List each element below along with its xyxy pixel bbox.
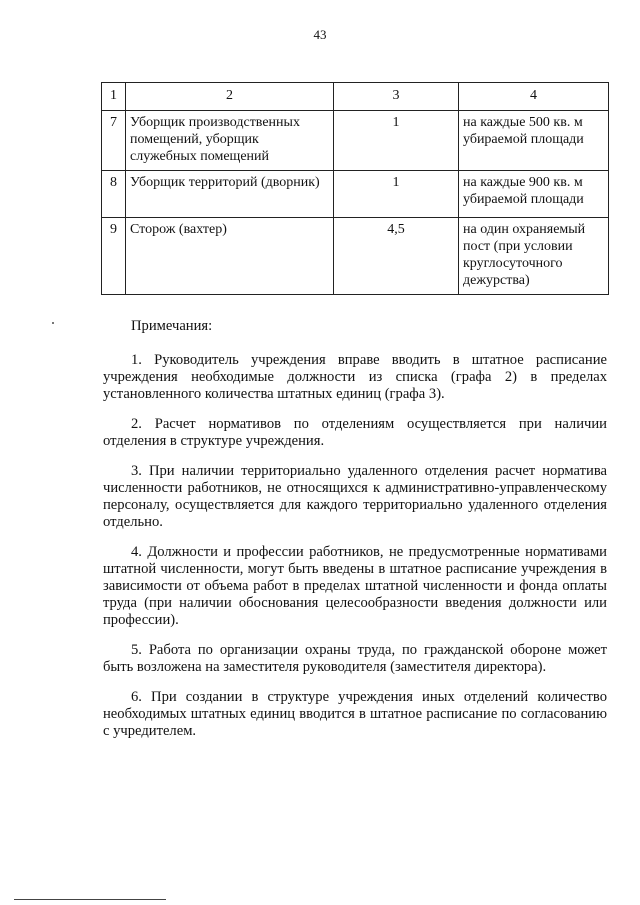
scan-speck — [52, 322, 54, 324]
note-item: 1. Руководитель учреждения вправе вводить в штатное расписание учреждения необходимые должности из списка (графа 2) в пределах установленного количества штатных единиц (графа 3). — [103, 352, 607, 402]
table-header-row — [102, 83, 609, 111]
position-name: Уборщик производственных помещений, уборщик служебных помещений — [126, 111, 334, 171]
staff-count: 1 — [334, 111, 459, 171]
footnote-separator — [14, 899, 166, 900]
position-name: Уборщик территорий (дворник) — [126, 171, 334, 218]
table-row — [102, 218, 609, 295]
note-item: 6. При создании в структуре учреждения иных отделений количество необходимых штатных единиц вводится в штатное расписание по согласованию с учредителем. — [103, 689, 607, 739]
column-header: 4 — [459, 83, 609, 111]
row-number: 8 — [102, 171, 126, 218]
column-header: 2 — [126, 83, 334, 111]
norm-basis: на каждые 900 кв. м убираемой площади — [459, 171, 609, 218]
staff-count: 1 — [334, 171, 459, 218]
norm-basis: на один охраняемый пост (при условии круглосуточного дежурства) — [459, 218, 609, 295]
table-row — [102, 111, 609, 171]
position-name: Сторож (вахтер) — [126, 218, 334, 295]
staff-count: 4,5 — [334, 218, 459, 295]
note-item: 5. Работа по организации охраны труда, по гражданской обороне может быть возложена на заместителя руководителя (заместителя директора). — [103, 642, 607, 675]
table-row — [102, 171, 609, 218]
column-header: 3 — [334, 83, 459, 111]
column-header: 1 — [102, 83, 126, 111]
notes-heading: Примечания: — [131, 318, 213, 334]
note-item: 4. Должности и профессии работников, не предусмотренные нормативами штатной численности, могут быть введены в штатное расписание учреждения в зависимости от объема работ в пределах штатной численности и фонда оплаты труда (при наличии обоснования целесообразности введения должности или профессии). — [103, 544, 607, 628]
row-number: 9 — [102, 218, 126, 295]
note-item: 3. При наличии территориально удаленного отделения расчет норматива численности работников, не относящихся к административно-управленческому персоналу, осуществляется для каждого территориально удаленного отделения отдельно. — [103, 463, 607, 530]
notes-section — [103, 318, 607, 753]
note-item: 2. Расчет нормативов по отделениям осуществляется при наличии отделения в структуре учреждения. — [103, 416, 607, 449]
page-number: 43 — [313, 27, 327, 42]
row-number: 7 — [102, 111, 126, 171]
staffing-norms-table — [101, 82, 609, 295]
norm-basis: на каждые 500 кв. м убираемой площади — [459, 111, 609, 171]
